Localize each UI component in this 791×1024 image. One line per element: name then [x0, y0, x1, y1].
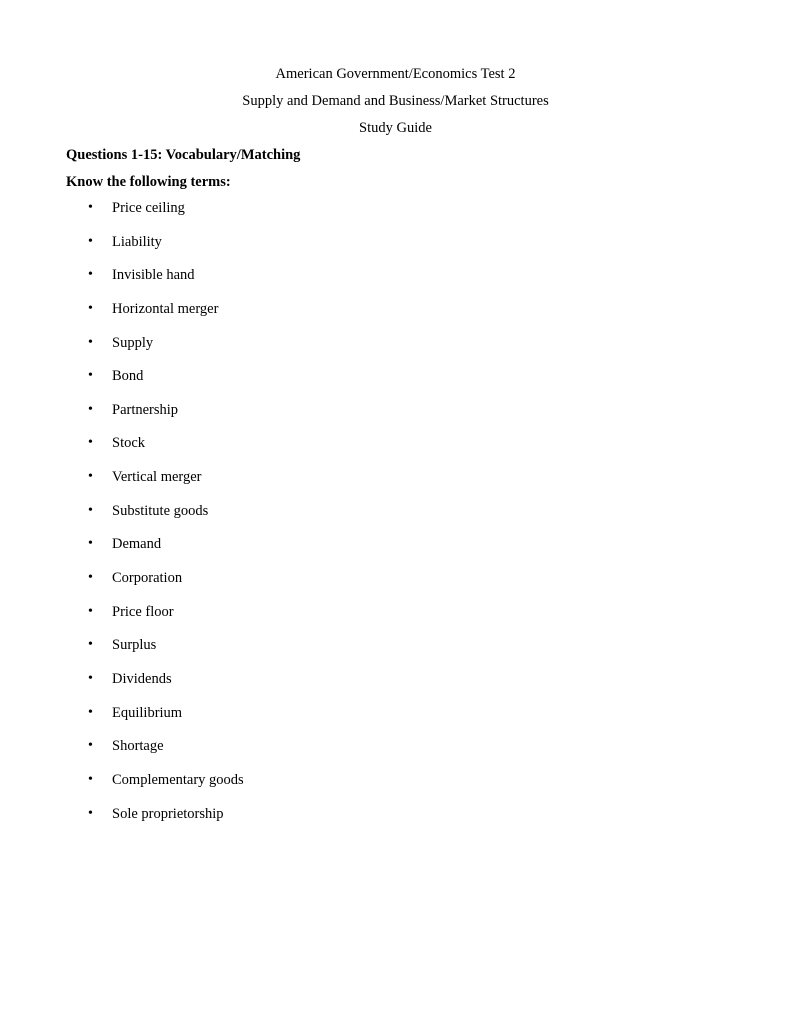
term-text: Stock: [112, 435, 146, 452]
bullet-icon: •: [88, 704, 93, 720]
term-text: Corporation: [112, 570, 183, 587]
bullet-icon: •: [88, 637, 93, 653]
term-text: Partnership: [112, 401, 179, 418]
bullet-icon: •: [88, 536, 93, 552]
bullet-icon: •: [88, 469, 93, 485]
term-text: Dividends: [112, 670, 172, 687]
bullet-icon: •: [88, 603, 93, 619]
bullet-icon: •: [88, 435, 93, 451]
bullet-icon: •: [88, 401, 93, 417]
bullet-icon: •: [88, 738, 93, 754]
term-text: Surplus: [112, 637, 157, 654]
term-text: Vertical merger: [112, 469, 202, 486]
bullet-icon: •: [88, 267, 93, 283]
bullet-icon: •: [88, 502, 93, 518]
bullet-icon: •: [88, 805, 93, 821]
section-subheading: Know the following terms:: [66, 174, 231, 190]
bullet-icon: •: [88, 334, 93, 350]
bullet-icon: •: [88, 368, 93, 384]
term-text: Sole proprietorship: [112, 805, 224, 822]
term-text: Bond: [112, 368, 144, 385]
document-type: Study Guide: [359, 120, 432, 136]
document-title: American Government/Economics Test 2: [275, 66, 516, 82]
bullet-icon: •: [88, 570, 93, 586]
term-text: Price ceiling: [112, 200, 185, 216]
section-heading: Questions 1-15: Vocabulary/Matching: [66, 147, 301, 163]
bullet-icon: •: [88, 771, 93, 787]
term-text: Equilibrium: [112, 704, 183, 721]
bullet-icon: •: [88, 300, 93, 316]
term-text: Price floor: [112, 603, 174, 620]
term-text: Horizontal merger: [112, 300, 219, 317]
document-subtitle: Supply and Demand and Business/Market Structures: [242, 93, 549, 109]
term-text: Shortage: [112, 738, 164, 755]
bullet-icon: •: [88, 233, 93, 249]
term-text: Demand: [112, 536, 162, 553]
bullet-icon: •: [88, 200, 93, 215]
term-text: Supply: [112, 334, 154, 351]
term-text: Substitute goods: [112, 502, 209, 519]
term-text: Invisible hand: [112, 267, 195, 284]
bullet-icon: •: [88, 670, 93, 686]
term-text: Complementary goods: [112, 771, 244, 788]
term-text: Liability: [112, 233, 162, 250]
